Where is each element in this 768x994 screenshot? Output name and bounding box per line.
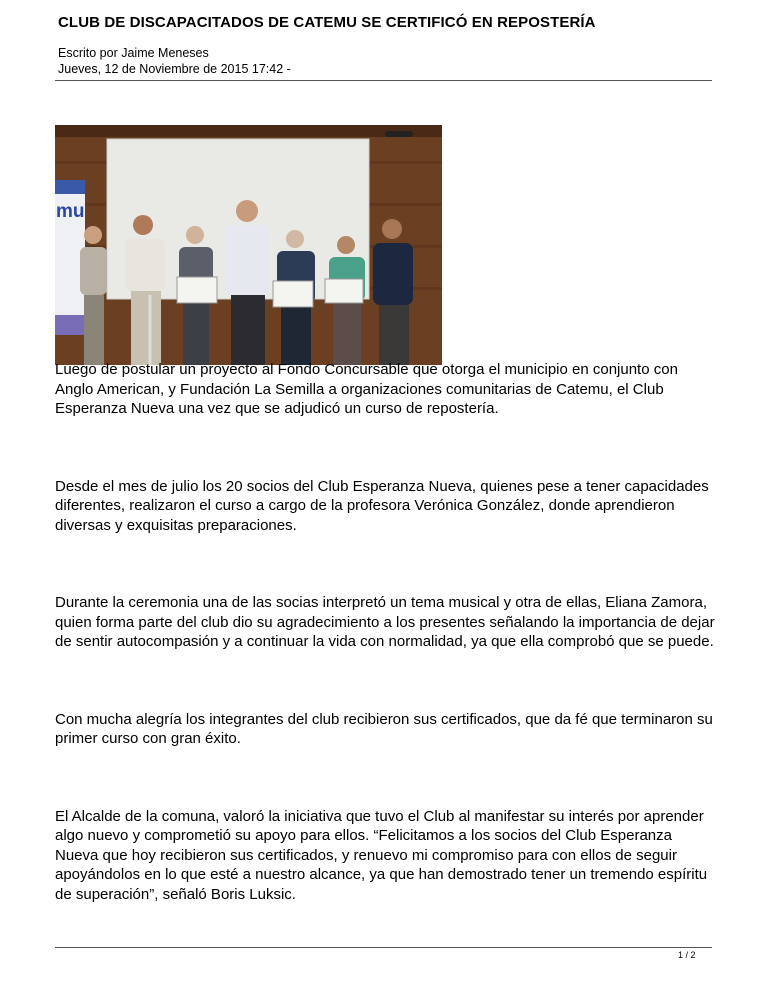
article-body xyxy=(55,360,715,962)
paragraph-4: Con mucha alegría los integrantes del club recibieron sus certificados, que da fé que terminaron su primer curso con gran éxito. xyxy=(55,710,713,747)
date-line: Jueves, 12 de Noviembre de 2015 17:42 - xyxy=(58,62,291,76)
author-line: Escrito por Jaime Meneses xyxy=(58,46,209,60)
page-number: 1 / 2 xyxy=(678,950,696,960)
banner-text: mu xyxy=(56,201,85,222)
paragraph-2: Desde el mes de julio los 20 socios del Club Esperanza Nueva, quienes pese a tener capacidades diferentes, realizaron el curso a cargo de la profesora Verónica González, donde aprendieron diversas y exquisitas preparaciones. xyxy=(55,477,709,534)
article-title: CLUB DE DISCAPACITADOS DE CATEMU SE CERTIFICÓ EN REPOSTERÍA xyxy=(58,14,596,31)
footer-divider xyxy=(55,947,712,948)
paragraph-3: Durante la ceremonia una de las socias interpretó un tema musical y otra de ellas, Eliana Zamora, quien forma parte del club dio su agradecimiento a los presentes señalando la importancia de dejar de sentir autocompasión y a continuar la vida con normalidad, ya que ella comprobó que se puede. xyxy=(55,594,715,650)
paragraph-5: El Alcalde de la comuna, valoró la iniciativa que tuvo el Club al manifestar su interés por aprender algo nuevo y comprometió su apoyo para ellos. “Felicitamos a los socios del Club Esperanza Nueva que hoy recibieron sus certificados, y renuevo mi compromiso para con ellos de seguir apoyándolos en lo que esté a nuestro alcance, ya que han demostrado tener un tremendo espíritu de superación”, señaló Boris Luksic. xyxy=(55,807,708,903)
article-photo xyxy=(55,125,442,365)
article-meta xyxy=(58,45,291,77)
paragraph-1: Luego de postular un proyecto al Fondo Concursable que otorga el municipio en conjunto con Anglo American, y Fundación La Semilla a organizaciones comunitarias de Catemu, el Club Esperanza Nueva una vez que se adjudicó un curso de repostería. xyxy=(55,361,678,417)
header-divider xyxy=(55,80,712,81)
